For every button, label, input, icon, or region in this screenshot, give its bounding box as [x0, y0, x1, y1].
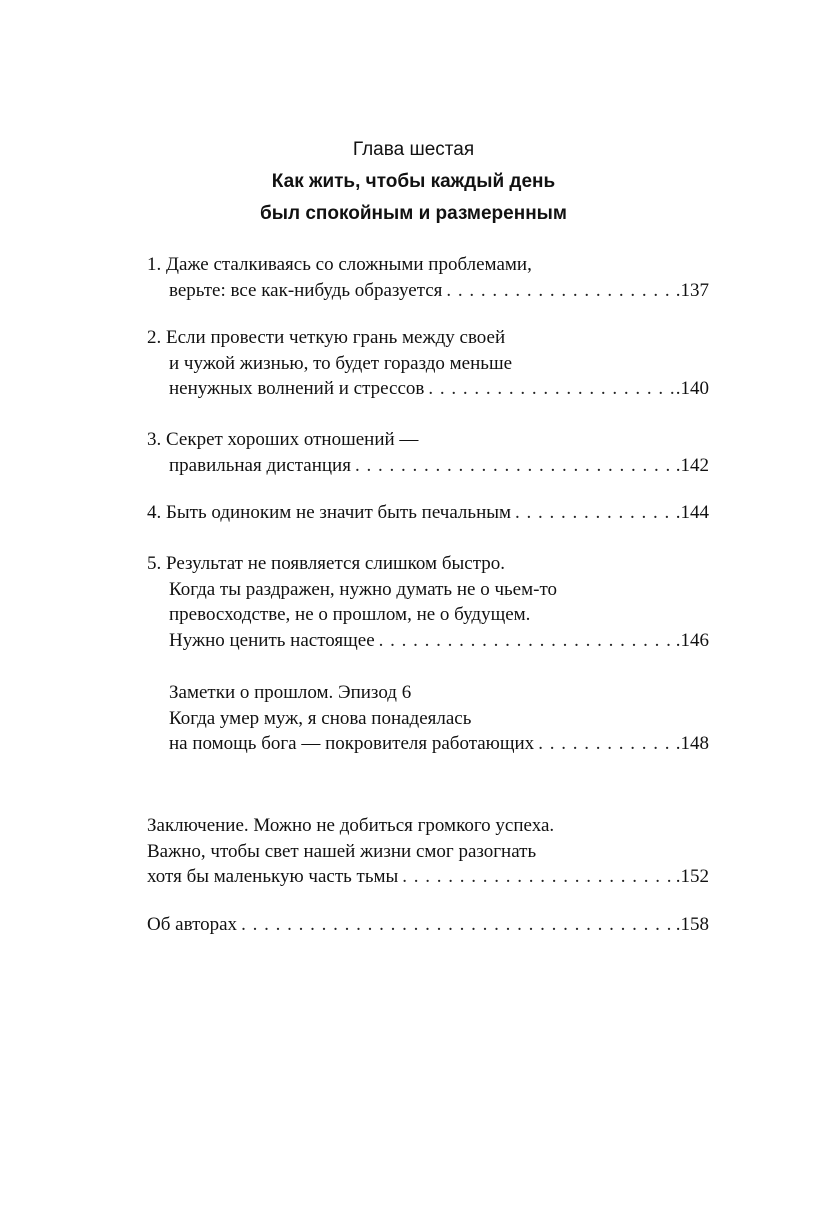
toc-entry-4[interactable]: [147, 500, 709, 526]
dot-leader: [375, 628, 674, 654]
toc-entry-line: 3. Секрет хороших отношений —: [147, 429, 419, 450]
page-number: .140: [675, 378, 709, 399]
dot-leader: [442, 278, 673, 304]
page-number: .158: [675, 914, 709, 935]
toc-entry-text: Об авторах: [147, 914, 238, 935]
chapter-title-line-1: Как жить, чтобы каждый день: [271, 171, 556, 192]
toc-entry-3[interactable]: [147, 427, 709, 478]
toc-entry-7[interactable]: [147, 813, 709, 890]
chapter-title-line-2: был спокойным и размеренным: [260, 203, 567, 224]
toc-entry-text: 4. Быть одиноким не значит быть печальным: [147, 502, 512, 523]
toc-entry-2[interactable]: [147, 325, 709, 402]
toc-entry-last-line: [147, 500, 709, 526]
chapter-label: Глава шестая: [352, 139, 475, 160]
toc-entry-line: превосходстве, не о прошлом, не о будущем.: [169, 604, 531, 625]
page-number: .137: [675, 279, 709, 301]
toc-entry-line: 2. Если провести четкую грань между своей: [147, 327, 506, 348]
toc-entry-line: 1. Даже сталкиваясь со сложными проблемами,: [147, 254, 532, 275]
toc-entry-line: Заключение. Можно не добиться громкого успеха.: [147, 815, 555, 836]
toc-entry-6[interactable]: [169, 680, 709, 757]
toc-entry-text: хотя бы маленькую часть тьмы: [147, 866, 399, 887]
toc-entry-last-line: [147, 912, 709, 938]
toc-entry-text: ненужных волнений и стрессов: [169, 378, 425, 399]
dot-leader: [398, 864, 673, 890]
toc-entry-line: Заметки о прошлом. Эпизод 6: [169, 682, 412, 703]
toc-entry-8[interactable]: [147, 912, 709, 938]
toc-entry-last-line: [147, 278, 709, 304]
dot-leader: [237, 912, 674, 938]
toc-entry-1[interactable]: [147, 252, 709, 303]
toc-entry-text: на помощь бога — покровителя работающих: [169, 733, 535, 754]
toc-entry-last-line: [147, 628, 709, 654]
dot-leader: [424, 376, 673, 402]
page-number: .144: [675, 502, 709, 523]
toc-entry-text: правильная дистанция: [169, 454, 351, 476]
chapter-title: [0, 166, 827, 230]
toc-entry-line: Когда умер муж, я снова понадеялась: [169, 707, 472, 729]
toc-entry-text: Нужно ценить настоящее: [169, 629, 375, 651]
dot-leader: [511, 500, 674, 526]
toc-entry-5[interactable]: [147, 551, 709, 653]
toc-entry-text: верьте: все как-нибудь образуется: [169, 279, 443, 301]
page-number: .146: [675, 629, 709, 651]
toc-entry-line: Важно, чтобы свет нашей жизни смог разогнать: [147, 840, 537, 862]
dot-leader: [534, 731, 674, 757]
toc-entry-line: Когда ты раздражен, нужно думать не о чьем-то: [169, 578, 558, 600]
toc-entry-line: 5. Результат не появляется слишком быстро.: [147, 553, 505, 574]
toc-entry-line: и чужой жизнью, то будет гораздо меньше: [169, 352, 513, 374]
toc-entry-last-line: [147, 453, 709, 479]
page-number: .142: [675, 454, 709, 476]
dot-leader: [351, 453, 674, 479]
page-number: .148: [675, 733, 709, 754]
toc-entry-last-line: [147, 864, 709, 890]
page-number: .152: [675, 866, 709, 887]
toc-entry-last-line: [169, 731, 709, 757]
toc-entry-last-line: [147, 376, 709, 402]
